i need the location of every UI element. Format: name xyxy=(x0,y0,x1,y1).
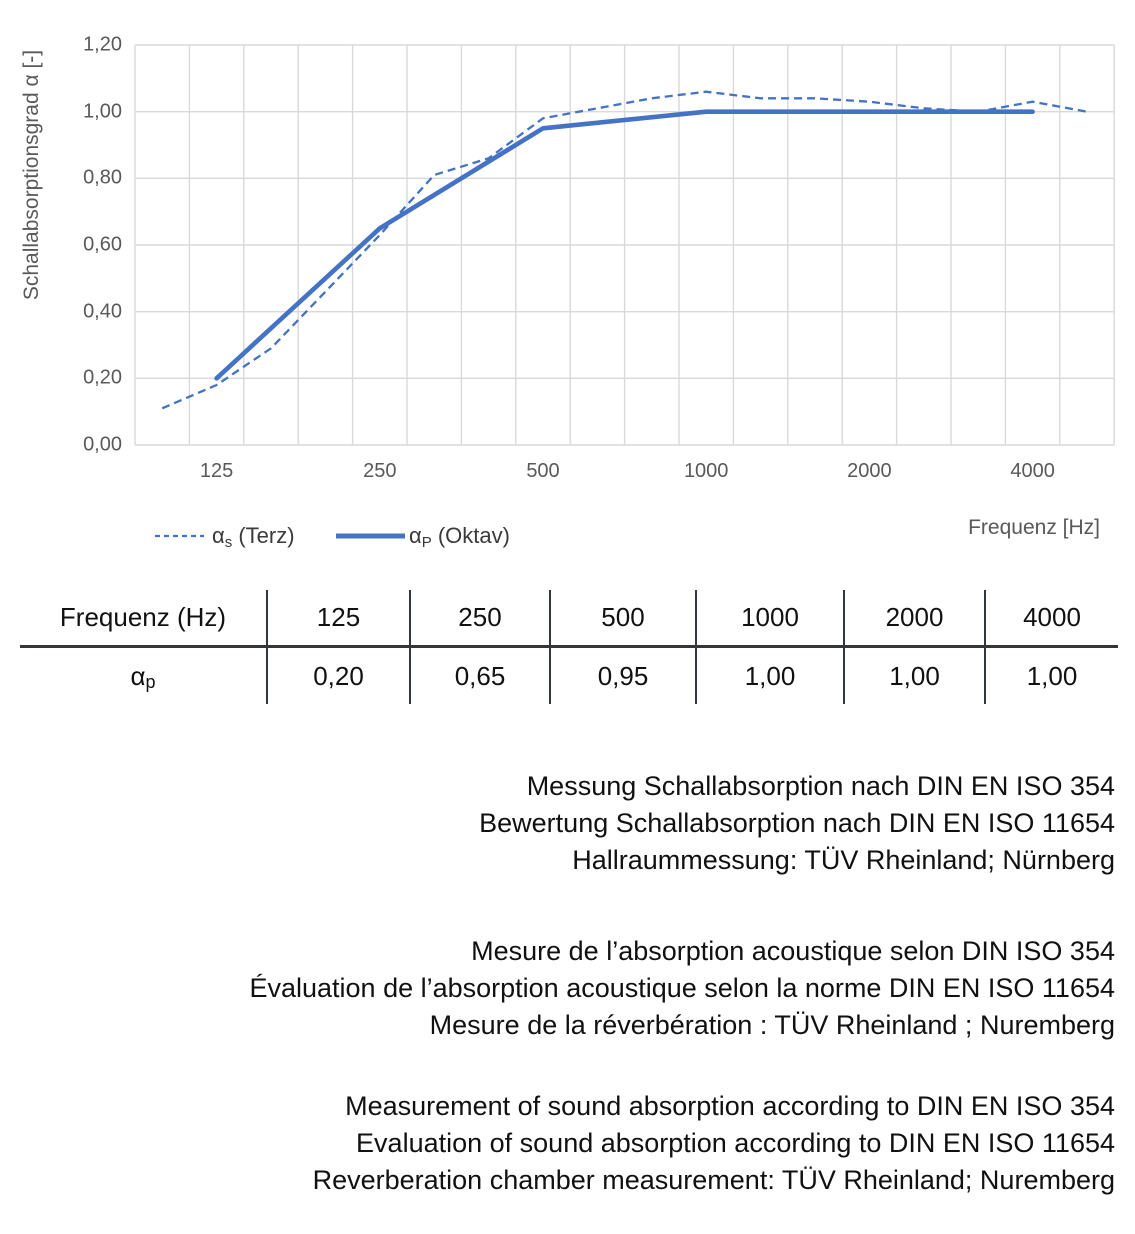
legend-oktav-symbol-text: α xyxy=(409,523,422,548)
table-header-125: 125 xyxy=(268,590,411,648)
table-header-4000: 4000 xyxy=(986,590,1118,648)
table-value-250: 0,65 xyxy=(411,648,551,704)
table-header-250: 250 xyxy=(411,590,551,648)
note-line: Hallraummessung: TÜV Rheinland; Nürnberg xyxy=(572,845,1115,875)
note-line: Measurement of sound absorption according to DIN EN ISO 354 xyxy=(345,1091,1115,1121)
sound-absorption-chart xyxy=(0,0,1135,560)
note-line: Évaluation de l’absorption acoustique selon la norme DIN EN ISO 11654 xyxy=(249,973,1115,1003)
absorption-table xyxy=(20,590,1118,704)
x-tick-label: 1000 xyxy=(683,460,729,482)
notes-french xyxy=(249,933,1115,1044)
x-tick-label: 500 xyxy=(526,460,560,482)
alpha-symbol: α xyxy=(130,660,146,691)
x-tick-label: 250 xyxy=(363,460,397,482)
note-line: Evaluation of sound absorption according to DIN EN ISO 11654 xyxy=(356,1128,1115,1158)
y-tick-label: 0,20 xyxy=(83,366,122,389)
table-header-500: 500 xyxy=(551,590,697,648)
table-header-frequency: Frequenz (Hz) xyxy=(20,590,268,648)
table-header-1000: 1000 xyxy=(697,590,845,648)
y-tick-label: 0,00 xyxy=(83,433,122,456)
y-tick-label: 0,80 xyxy=(83,166,122,189)
table-row-label-alpha-p xyxy=(20,648,268,704)
x-tick-label: 125 xyxy=(199,460,234,482)
x-tick-label: 4000 xyxy=(1010,460,1055,482)
y-axis-title: Schallabsorptionsgrad α [-] xyxy=(20,49,43,301)
legend-terz-label: (Terz) xyxy=(232,523,295,548)
y-tick-label: 0,60 xyxy=(83,233,122,256)
notes-german xyxy=(479,768,1115,879)
note-line: Messung Schallabsorption nach DIN EN ISO 354 xyxy=(526,771,1115,801)
x-axis-title: Frequenz [Hz] xyxy=(968,516,1100,539)
note-line: Bewertung Schallabsorption nach DIN EN ISO 11654 xyxy=(479,808,1115,838)
notes-english xyxy=(313,1088,1115,1199)
x-tick-label: 2000 xyxy=(847,460,892,482)
legend-oktav-label: (Oktav) xyxy=(431,523,510,548)
y-tick-label: 0,40 xyxy=(83,300,122,323)
legend-item-terz xyxy=(212,523,295,549)
y-tick-label: 1,20 xyxy=(83,33,122,56)
table-value-125: 0,20 xyxy=(268,648,411,704)
legend-terz-subscript: s xyxy=(224,534,233,551)
alpha-subscript: p xyxy=(145,671,156,692)
table-value-2000: 1,00 xyxy=(845,648,986,704)
table-value-4000: 1,00 xyxy=(1026,660,1078,691)
y-tick-label: 1,00 xyxy=(83,100,122,123)
legend-item-oktav xyxy=(409,523,510,549)
table-header-2000: 2000 xyxy=(845,590,986,648)
note-line: Mesure de l’absorption acoustique selon DIN ISO 354 xyxy=(471,936,1115,966)
table-value-1000: 1,00 xyxy=(697,648,845,704)
note-line: Mesure de la réverbération : TÜV Rheinland ; Nuremberg xyxy=(429,1010,1115,1040)
legend-oktav-subscript: P xyxy=(421,534,432,551)
table-value-500: 0,95 xyxy=(551,648,697,704)
legend-terz-symbol-text: α xyxy=(212,523,225,548)
note-line: Reverberation chamber measurement: TÜV Rheinland; Nuremberg xyxy=(312,1165,1115,1195)
